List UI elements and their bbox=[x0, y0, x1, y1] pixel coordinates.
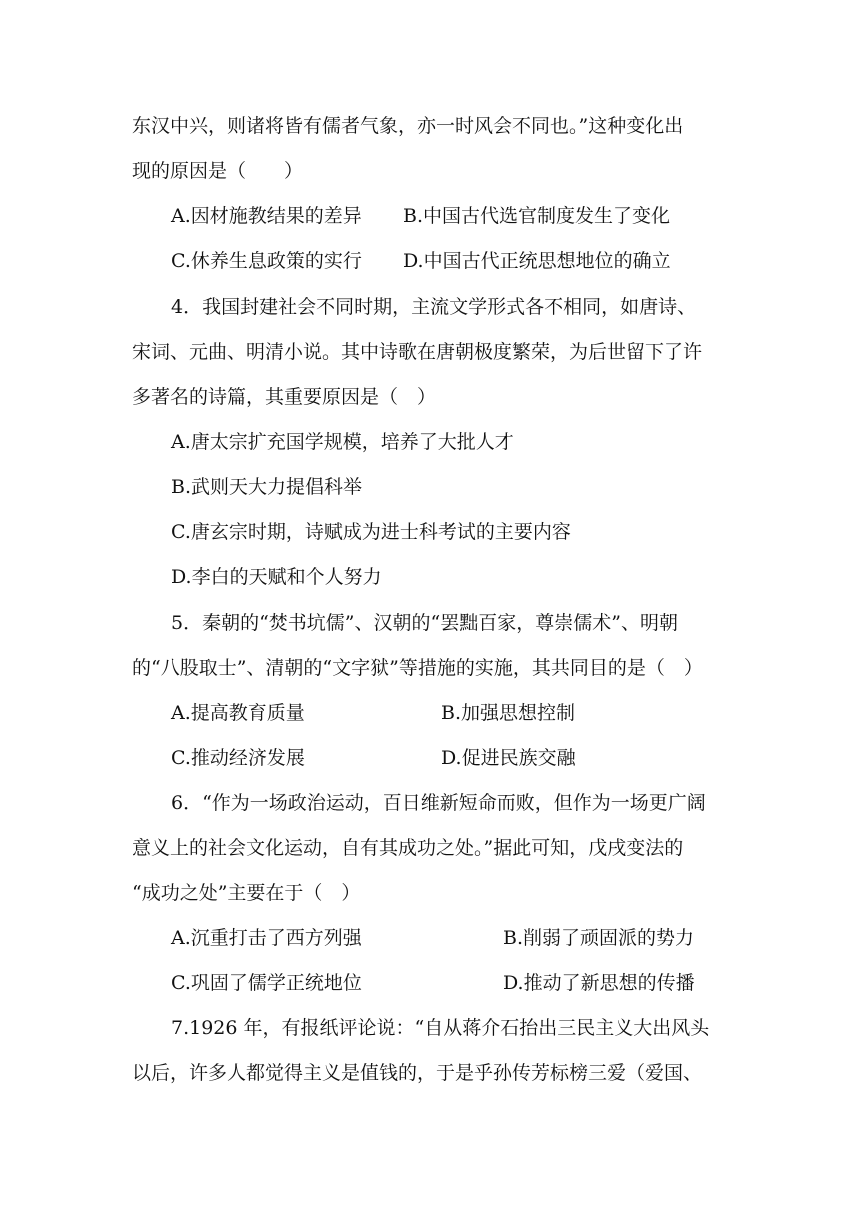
q5-stem-line: 的“八股取士”、清朝的“文字狱”等措施的实施，其共同目的是（ ） bbox=[132, 657, 703, 679]
q4-stem-line: 多著名的诗篇，其重要原因是（ ） bbox=[132, 386, 437, 408]
q7-stem-line: 7.1926 年，有报纸评论说：“自从蒋介石抬出三民主义大出风头 bbox=[171, 1017, 710, 1039]
q4-option-c: C.唐玄宗时期，诗赋成为进士科考试的主要内容 bbox=[171, 521, 571, 543]
text-line: 现的原因是（ ） bbox=[132, 160, 304, 182]
q6-option-d: D.推动了新思想的传播 bbox=[503, 972, 695, 994]
text-line: 东汉中兴，则诸将皆有儒者气象，亦一时风会不同也。”这种变化出 bbox=[132, 115, 684, 137]
q5-option-a: A.提高教育质量 bbox=[171, 702, 305, 724]
q4-stem-line: 宋词、元曲、明清小说。其中诗歌在唐朝极度繁荣，为后世留下了许 bbox=[132, 341, 703, 363]
q5-option-c: C.推动经济发展 bbox=[171, 747, 305, 769]
q5-option-d: D.促进民族交融 bbox=[441, 747, 576, 769]
q6-option-a: A.沉重打击了西方列强 bbox=[171, 927, 362, 949]
q6-option-c: C.巩固了儒学正统地位 bbox=[171, 972, 362, 994]
q4-option-b: B.武则天大力提倡科举 bbox=[171, 476, 363, 498]
q6-stem-line: 意义上的社会文化运动，自有其成功之处。”据此可知，戊戌变法的 bbox=[132, 837, 684, 859]
q5-stem-line: 5．秦朝的“焚书坑儒”、汉朝的“罢黜百家，尊崇儒术”、明朝 bbox=[171, 612, 678, 634]
q5-option-b: B.加强思想控制 bbox=[441, 702, 576, 724]
q3-option-b: B.中国古代选官制度发生了变化 bbox=[403, 205, 671, 227]
q6-option-b: B.削弱了顽固派的势力 bbox=[503, 927, 695, 949]
q4-option-d: D.李白的天赋和个人努力 bbox=[171, 566, 382, 588]
q4-option-a: A.唐太宗扩充国学规模，培养了大批人才 bbox=[171, 431, 514, 453]
q4-stem-line: 4．我国封建社会不同时期，主流文学形式各不相同，如唐诗、 bbox=[171, 296, 697, 318]
q6-stem-line: “成功之处”主要在于（ ） bbox=[132, 882, 361, 904]
q3-option-d: D.中国古代正统思想地位的确立 bbox=[403, 250, 671, 272]
q6-stem-line: 6．“作为一场政治运动，百日维新短命而败，但作为一场更广阔 bbox=[171, 792, 706, 814]
q7-stem-line: 以后，许多人都觉得主义是值钱的，于是乎孙传芳标榜三爱（爱国、 bbox=[132, 1062, 703, 1084]
q3-option-a: A.因材施教结果的差异 bbox=[171, 205, 362, 227]
q3-option-c: C.休养生息政策的实行 bbox=[171, 250, 362, 272]
